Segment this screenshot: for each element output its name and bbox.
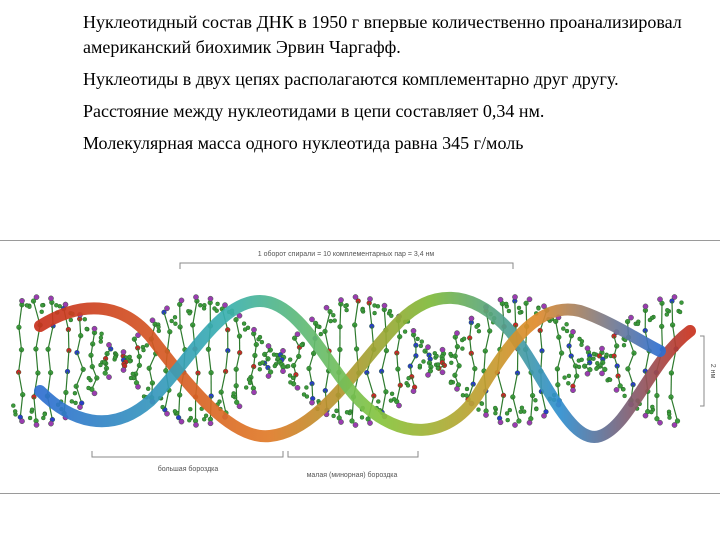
atom — [561, 327, 565, 331]
bond — [19, 372, 23, 395]
atom — [34, 422, 39, 427]
atom — [389, 314, 393, 318]
atom — [215, 309, 219, 313]
atom — [316, 324, 320, 328]
atom — [449, 361, 453, 365]
atom — [614, 387, 619, 392]
atom — [678, 310, 682, 314]
atom — [477, 329, 481, 333]
atom — [493, 406, 497, 410]
bond — [48, 349, 51, 372]
bond — [167, 332, 170, 352]
paragraph-molar-mass: Молекулярная масса одного нуклеотида равна 345 г/моль — [83, 133, 524, 153]
atom — [569, 354, 574, 359]
bond — [164, 312, 170, 332]
atom — [142, 348, 146, 352]
atom — [592, 352, 596, 356]
atom — [187, 418, 191, 422]
atom — [43, 412, 47, 416]
atom — [565, 329, 569, 333]
atom — [566, 381, 570, 385]
atom — [129, 376, 133, 380]
bond — [382, 371, 386, 392]
atom — [665, 313, 669, 317]
atom — [41, 416, 45, 420]
atom — [208, 421, 213, 426]
atom — [300, 343, 304, 347]
atom — [680, 301, 684, 305]
atom — [519, 410, 523, 414]
atom — [288, 374, 292, 378]
atom — [295, 385, 300, 390]
atom — [106, 342, 111, 347]
atom — [672, 422, 677, 427]
atom — [222, 303, 227, 308]
minor-groove-label: малая (минорная) бороздка — [306, 472, 398, 479]
atom — [48, 296, 53, 301]
diameter-bracket — [700, 336, 704, 406]
atom — [460, 347, 464, 351]
atom — [376, 400, 380, 404]
atom — [309, 400, 314, 405]
atom — [157, 329, 161, 333]
atom — [286, 364, 290, 368]
atom — [465, 387, 469, 391]
atom — [537, 306, 541, 310]
bond — [193, 301, 197, 325]
atom — [173, 322, 177, 326]
atom — [102, 360, 106, 364]
atom — [157, 325, 161, 329]
bond — [355, 325, 357, 349]
atom — [425, 345, 430, 350]
atom — [173, 315, 177, 319]
atom — [512, 294, 517, 299]
atom — [329, 319, 333, 323]
atom — [40, 310, 44, 314]
atom — [621, 387, 625, 391]
atom — [99, 340, 103, 344]
atom — [668, 416, 672, 420]
atom — [498, 297, 503, 302]
paragraph-chargaff: Нуклеотидный состав ДНК в 1950 г впервые количественно проанализировал американский биохимик Эрвин Чаргафф. — [83, 12, 682, 57]
atom — [121, 367, 126, 372]
atom — [70, 399, 74, 403]
atom — [578, 337, 582, 341]
atom — [19, 419, 24, 424]
bond — [66, 372, 68, 393]
bond — [355, 301, 359, 325]
atom — [333, 319, 337, 323]
atom — [419, 344, 423, 348]
atom — [580, 343, 584, 347]
atom — [202, 417, 206, 421]
atom — [54, 303, 58, 307]
atom — [643, 413, 648, 418]
bond — [382, 392, 386, 413]
atom — [74, 401, 78, 405]
atom — [507, 309, 511, 313]
bond — [369, 303, 372, 326]
atom — [34, 295, 39, 300]
atom — [649, 410, 653, 414]
atom — [390, 392, 394, 396]
atom — [367, 296, 372, 301]
atom — [570, 388, 575, 393]
bond — [34, 397, 36, 421]
atom — [650, 405, 654, 409]
atom — [331, 313, 335, 317]
atom — [338, 419, 343, 424]
atom — [128, 355, 132, 359]
bond — [515, 301, 516, 325]
bond — [76, 369, 83, 386]
atom — [435, 354, 439, 358]
atom — [40, 303, 44, 307]
atom — [198, 303, 202, 307]
atom — [232, 391, 236, 395]
atom — [508, 408, 512, 412]
atom — [146, 387, 150, 391]
atom — [477, 408, 481, 412]
atom — [106, 375, 111, 380]
atom — [449, 381, 453, 385]
atom — [170, 319, 174, 323]
atom — [135, 384, 140, 389]
atom — [261, 361, 265, 365]
atom — [260, 340, 264, 344]
bond — [513, 373, 518, 397]
bond — [485, 331, 489, 351]
atom — [425, 372, 430, 377]
paragraph-complementarity: Нуклеотиды в двух цепях располагаются комплементарно друг другу. — [83, 69, 619, 89]
atom — [302, 393, 306, 397]
atom — [577, 365, 581, 369]
atom — [237, 404, 242, 409]
atom — [436, 363, 440, 367]
atom — [388, 309, 392, 313]
atom — [373, 304, 377, 308]
atom — [304, 386, 308, 390]
bond — [513, 397, 519, 421]
atom — [360, 415, 364, 419]
atom — [567, 374, 571, 378]
atom — [599, 371, 604, 376]
atom — [161, 405, 165, 409]
atom — [440, 347, 445, 352]
atom — [85, 327, 89, 331]
atom — [345, 308, 349, 312]
atom — [580, 358, 584, 362]
text-block — [83, 10, 683, 163]
atom — [92, 391, 97, 396]
atom — [533, 398, 537, 402]
atom — [92, 326, 97, 331]
atom — [541, 413, 546, 418]
atom — [244, 386, 248, 390]
atom — [295, 332, 300, 337]
bond — [531, 373, 533, 396]
atom — [69, 318, 73, 322]
atom — [585, 371, 590, 376]
atom — [534, 407, 538, 411]
atom — [608, 378, 612, 382]
atom — [251, 390, 256, 395]
atom — [623, 394, 627, 398]
bond — [367, 373, 374, 396]
atom — [512, 422, 517, 427]
atom — [665, 308, 669, 312]
atom — [454, 331, 459, 336]
atom — [99, 336, 103, 340]
atom — [518, 311, 522, 315]
atom — [636, 322, 640, 326]
atom — [457, 363, 462, 368]
atom — [498, 420, 503, 425]
atom — [150, 318, 155, 323]
atom — [442, 363, 447, 368]
dna-helix-illustration — [0, 241, 720, 493]
atom — [87, 386, 91, 390]
atom — [440, 370, 445, 375]
atom — [449, 352, 453, 356]
bond — [76, 386, 82, 403]
atom — [411, 328, 416, 333]
atom — [288, 380, 292, 384]
atom — [360, 308, 364, 312]
atom — [77, 405, 82, 410]
atom — [595, 361, 599, 365]
bond — [36, 349, 38, 373]
atom — [266, 343, 271, 348]
atom — [475, 325, 479, 329]
atom — [520, 406, 524, 410]
atom — [563, 376, 567, 380]
atom — [324, 305, 329, 310]
atom — [137, 363, 142, 368]
atom — [319, 332, 323, 336]
bond — [19, 350, 22, 372]
atom — [179, 419, 184, 424]
atom — [280, 348, 285, 353]
atom — [121, 349, 126, 354]
atom — [407, 376, 411, 380]
atom — [396, 403, 401, 408]
atom — [657, 420, 662, 425]
bond — [500, 395, 504, 418]
atom — [527, 420, 532, 425]
atom — [216, 302, 220, 306]
atom — [309, 317, 314, 322]
bond — [221, 371, 225, 392]
atom — [202, 306, 206, 310]
atom — [350, 419, 355, 424]
bond — [19, 327, 22, 350]
bond — [645, 351, 649, 371]
atom — [469, 316, 474, 321]
bond — [77, 353, 83, 370]
atom — [461, 393, 465, 397]
atom — [420, 340, 424, 344]
atom — [338, 297, 343, 302]
atom — [605, 353, 609, 357]
bond — [48, 326, 53, 349]
atom — [506, 418, 510, 422]
bond — [208, 349, 211, 372]
atom — [414, 353, 419, 358]
atom — [208, 296, 213, 301]
atom — [382, 303, 387, 308]
atom — [517, 419, 522, 424]
atom — [585, 346, 590, 351]
bond — [672, 301, 673, 325]
atom — [276, 357, 280, 361]
atom — [504, 302, 508, 306]
atom — [517, 306, 521, 310]
bond — [325, 371, 328, 391]
bond — [19, 305, 22, 328]
atom — [193, 422, 198, 427]
atom — [288, 358, 292, 362]
atom — [599, 346, 604, 351]
bond — [68, 330, 69, 351]
bond — [531, 396, 533, 419]
atom — [483, 412, 488, 417]
atom — [99, 363, 103, 367]
bond — [671, 397, 678, 421]
atom — [592, 357, 596, 361]
atom — [258, 335, 262, 339]
atom — [13, 409, 17, 413]
turn-label: 1 оборот спирали = 10 комплементарных пар = 3,4 нм — [257, 251, 435, 258]
atom — [193, 295, 198, 300]
atom — [11, 404, 15, 408]
atom — [565, 322, 569, 326]
bond — [484, 351, 485, 371]
atom — [416, 337, 420, 341]
atom — [353, 294, 358, 299]
atom — [83, 317, 87, 321]
atom — [527, 297, 532, 302]
atom — [296, 354, 301, 359]
atom — [188, 407, 192, 411]
atom — [100, 332, 104, 336]
atom — [179, 298, 184, 303]
atom — [628, 315, 633, 320]
atom — [266, 373, 271, 378]
bond — [226, 351, 228, 372]
atom — [73, 391, 77, 395]
atom — [280, 369, 285, 374]
atom — [204, 414, 208, 418]
atom — [594, 367, 598, 371]
atom — [25, 303, 29, 307]
atom — [406, 383, 410, 387]
atom — [373, 311, 377, 315]
atom — [131, 372, 135, 376]
atom — [345, 410, 349, 414]
atom — [454, 386, 459, 391]
atom — [246, 326, 250, 330]
atom — [505, 411, 509, 415]
atom — [335, 409, 339, 413]
atom — [90, 364, 95, 369]
atom — [622, 343, 626, 347]
atom — [188, 311, 192, 315]
atom — [173, 409, 177, 413]
atom — [273, 364, 277, 368]
atom — [422, 360, 426, 364]
atom — [19, 298, 24, 303]
atom — [103, 371, 108, 376]
atom — [164, 306, 169, 311]
atom — [392, 397, 396, 401]
atom — [258, 367, 262, 371]
atom — [87, 376, 91, 380]
bond — [340, 304, 341, 327]
bond — [497, 373, 503, 396]
atom — [353, 422, 358, 427]
atom — [30, 408, 34, 412]
atom — [128, 359, 132, 363]
atom — [343, 304, 347, 308]
atom — [242, 322, 246, 326]
groove-brackets — [92, 451, 418, 457]
bond — [384, 310, 386, 331]
bond — [20, 395, 22, 418]
atom — [403, 330, 407, 334]
atom — [63, 302, 68, 307]
atom — [493, 411, 497, 415]
atom — [541, 304, 546, 309]
turn-bracket — [180, 263, 513, 269]
atom — [570, 329, 575, 334]
paragraph-distance: Расстояние между нуклеотидами в цепи составляет 0,34 нм. — [83, 101, 545, 121]
atom — [465, 394, 469, 398]
atom — [248, 381, 252, 385]
atom — [251, 327, 256, 332]
bond — [179, 395, 180, 418]
atom — [643, 304, 648, 309]
atom — [113, 355, 117, 359]
major-groove-label: большая бороздка — [157, 466, 219, 473]
atom — [648, 318, 652, 322]
diameter-label: 2 нм — [709, 363, 716, 379]
atom — [164, 411, 169, 416]
atom — [480, 402, 484, 406]
bond — [382, 351, 387, 372]
atom — [367, 420, 372, 425]
bond — [180, 327, 185, 350]
atom — [462, 337, 466, 341]
atom — [418, 364, 422, 368]
atom — [145, 343, 149, 347]
atom — [657, 297, 662, 302]
dna-figure — [0, 240, 720, 494]
atom — [28, 416, 32, 420]
atom — [48, 421, 53, 426]
bond — [540, 331, 542, 351]
atom — [672, 294, 677, 299]
atom — [411, 389, 416, 394]
atom — [332, 414, 336, 418]
bond — [68, 351, 69, 372]
